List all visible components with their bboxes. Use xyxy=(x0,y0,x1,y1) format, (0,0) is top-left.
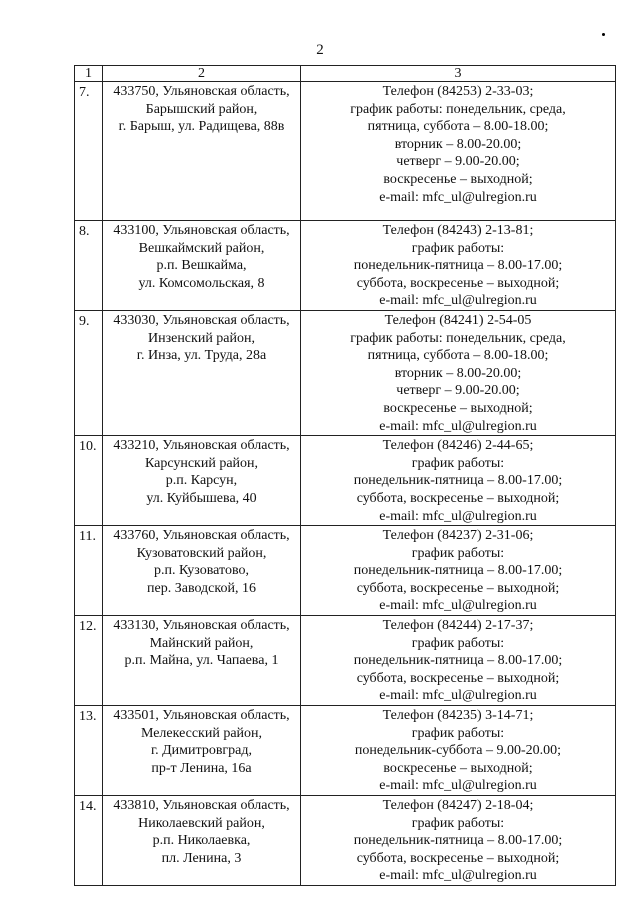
contact-line: пятница, суббота – 8.00-18.00; xyxy=(367,119,549,135)
contact-line: суббота, воскресенье – выходной; xyxy=(356,850,560,866)
page-number: 2 xyxy=(316,42,324,58)
address-cell xyxy=(103,526,301,616)
address-line: ул. Комсомольская, 8 xyxy=(138,275,265,291)
address-line: Мелекесский район, xyxy=(140,725,263,741)
contact-line: Телефон (84253) 2-33-03; xyxy=(382,84,534,99)
address-line: г. Инза, ул. Труда, 28а xyxy=(136,348,267,364)
contact-line: четверг – 9.00-20.00; xyxy=(396,154,520,170)
mfc-offices-table xyxy=(74,65,616,886)
row-number: 12. xyxy=(75,616,103,706)
address-line: р.п. Майна, ул. Чапаева, 1 xyxy=(124,653,279,669)
address-line: р.п. Николаевка, xyxy=(152,833,251,849)
table-header xyxy=(75,66,616,82)
contact-line: суббота, воскресенье – выходной; xyxy=(356,490,560,506)
contact-line: график работы: понедельник, среда, xyxy=(350,330,566,346)
contact-line: график работы: xyxy=(411,725,505,741)
contact-line: Телефон (84244) 2-17-37; xyxy=(382,618,534,634)
address-line: ул. Куйбышева, 40 xyxy=(146,490,257,506)
contact-line: понедельник-пятница – 8.00-17.00; xyxy=(353,563,563,579)
contact-line: суббота, воскресенье – выходной; xyxy=(356,580,560,596)
row-number: 8. xyxy=(75,221,103,311)
contact-schedule-cell xyxy=(301,221,616,311)
contact-line: суббота, воскресенье – выходной; xyxy=(356,275,560,291)
contact-line: e-mail: mfc_ul@ulregion.ru xyxy=(379,418,537,434)
row-number: 14. xyxy=(75,796,103,886)
contact-line: Телефон (84241) 2-54-05 xyxy=(384,312,532,328)
address-line: Инзенский район, xyxy=(147,330,256,346)
address-line: 433810, Ульяновская область, xyxy=(113,798,290,813)
contact-line: график работы: xyxy=(411,455,505,471)
contact-line: понедельник-суббота – 9.00-20.00; xyxy=(354,743,562,759)
contact-schedule-cell xyxy=(301,616,616,706)
address-line: 433130, Ульяновская область, xyxy=(113,618,290,634)
contact-schedule-cell xyxy=(301,706,616,796)
header-cell-3: 3 xyxy=(301,66,616,82)
address-line: р.п. Вешкайма, xyxy=(156,258,247,274)
address-line: 433100, Ульяновская область, xyxy=(113,223,290,238)
contact-line: четверг – 9.00-20.00; xyxy=(396,383,520,399)
contact-line: график работы: понедельник, среда, xyxy=(350,101,566,117)
contact-line: Телефон (84243) 2-13-81; xyxy=(382,223,534,238)
address-line: р.п. Кузоватово, xyxy=(154,563,249,579)
contact-line: Телефон (84235) 3-14-71; xyxy=(382,708,534,724)
address-line: Майнский район, xyxy=(149,635,254,651)
contact-line: e-mail: mfc_ul@ulregion.ru xyxy=(379,189,537,205)
address-cell xyxy=(103,706,301,796)
scan-speck xyxy=(602,33,605,36)
contact-schedule-cell xyxy=(301,526,616,616)
contact-line: график работы: xyxy=(411,815,505,831)
table-row xyxy=(75,616,616,706)
address-line: Кузоватовский район, xyxy=(136,545,267,561)
address-line: Николаевский район, xyxy=(138,815,265,831)
address-line: 433760, Ульяновская область, xyxy=(113,528,290,544)
contact-line: суббота, воскресенье – выходной; xyxy=(356,670,560,686)
contact-line: e-mail: mfc_ul@ulregion.ru xyxy=(379,508,537,524)
address-line: Вешкаймский район, xyxy=(138,240,265,256)
address-line: г. Димитровград, xyxy=(150,743,253,759)
address-cell xyxy=(103,616,301,706)
contact-line: e-mail: mfc_ul@ulregion.ru xyxy=(379,868,537,884)
contact-line: e-mail: mfc_ul@ulregion.ru xyxy=(379,293,537,309)
contact-schedule-cell xyxy=(301,310,616,435)
table-row xyxy=(75,796,616,886)
address-line: Барышский район, xyxy=(145,101,258,117)
address-cell xyxy=(103,436,301,526)
table-row xyxy=(75,82,616,221)
contact-line: воскресенье – выходной; xyxy=(383,400,533,416)
contact-line: воскресенье – выходной; xyxy=(383,171,533,187)
contact-line: Телефон (84237) 2-31-06; xyxy=(382,528,534,544)
contact-line: вторник – 8.00-20.00; xyxy=(394,136,522,152)
contact-line: понедельник-пятница – 8.00-17.00; xyxy=(353,473,563,489)
table-row xyxy=(75,310,616,435)
address-line: 433750, Ульяновская область, xyxy=(113,84,290,99)
table-row xyxy=(75,526,616,616)
row-number: 10. xyxy=(75,436,103,526)
contact-line: вторник – 8.00-20.00; xyxy=(394,365,522,381)
contact-line: пятница, суббота – 8.00-18.00; xyxy=(367,348,549,364)
address-cell xyxy=(103,796,301,886)
contact-line: понедельник-пятница – 8.00-17.00; xyxy=(353,653,563,669)
header-cell-1: 1 xyxy=(75,66,103,82)
header-cell-2: 2 xyxy=(103,66,301,82)
address-line: 433501, Ульяновская область, xyxy=(113,708,290,724)
header-row xyxy=(75,66,616,82)
contact-line: график работы: xyxy=(411,545,505,561)
row-number: 9. xyxy=(75,310,103,435)
contact-schedule-cell xyxy=(301,82,616,221)
address-line: Карсунский район, xyxy=(144,455,259,471)
contact-schedule-cell xyxy=(301,436,616,526)
contact-line: понедельник-пятница – 8.00-17.00; xyxy=(353,258,563,274)
contact-line: e-mail: mfc_ul@ulregion.ru xyxy=(379,688,537,704)
address-line: пер. Заводской, 16 xyxy=(147,580,256,596)
row-number: 13. xyxy=(75,706,103,796)
contact-line: график работы: xyxy=(411,635,505,651)
contact-line: воскресенье – выходной; xyxy=(383,760,533,776)
row-number: 7. xyxy=(75,82,103,221)
address-line: г. Барыш, ул. Радищева, 88в xyxy=(118,119,285,135)
table-row xyxy=(75,436,616,526)
address-line: 433030, Ульяновская область, xyxy=(113,312,290,328)
row-number: 11. xyxy=(75,526,103,616)
table-body xyxy=(75,82,616,886)
address-line: пр-т Ленина, 16а xyxy=(151,760,252,776)
address-line: 433210, Ульяновская область, xyxy=(113,438,290,454)
address-line: пл. Ленина, 3 xyxy=(161,850,242,866)
address-cell xyxy=(103,82,301,221)
address-cell xyxy=(103,221,301,311)
table-row xyxy=(75,706,616,796)
contact-schedule-cell xyxy=(301,796,616,886)
contact-line: e-mail: mfc_ul@ulregion.ru xyxy=(379,598,537,614)
table-row xyxy=(75,221,616,311)
contact-line: e-mail: mfc_ul@ulregion.ru xyxy=(379,778,537,794)
address-cell xyxy=(103,310,301,435)
contact-line: Телефон (84247) 2-18-04; xyxy=(382,798,534,813)
address-line: р.п. Карсун, xyxy=(165,473,238,489)
contact-line: понедельник-пятница – 8.00-17.00; xyxy=(353,833,563,849)
contact-line: Телефон (84246) 2-44-65; xyxy=(382,438,534,454)
contact-line: график работы: xyxy=(411,240,505,256)
